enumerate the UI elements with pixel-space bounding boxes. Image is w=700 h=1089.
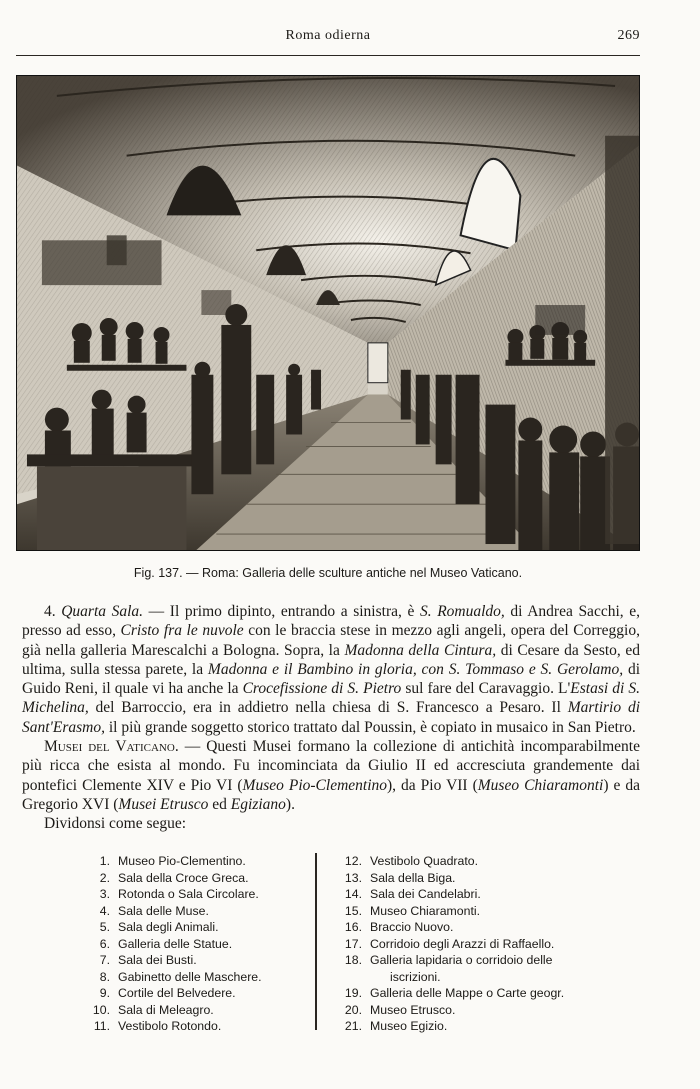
list-item: 17. Corridoio degli Arazzi di Raffaello.	[344, 936, 555, 951]
paragraph-dividonsi: Dividonsi come segue:	[44, 815, 187, 833]
list-item: 3. Rotonda o Sala Circolare.	[99, 887, 259, 901]
list-item: 14. Sala dei Candelabri.	[344, 887, 481, 901]
list-item: 8. Gabinetto delle Maschere.	[99, 969, 262, 984]
list-item: 21. Museo Egizio.	[344, 1019, 448, 1033]
running-header	[16, 28, 640, 50]
gallery-engraving-illustration	[17, 76, 639, 550]
list-item: 10. Sala di Meleagro.	[92, 1002, 214, 1017]
pilaster-right	[605, 136, 639, 544]
list-item: 11. Vestibolo Rotondo.	[93, 1019, 222, 1033]
list-item: 1. Museo Pio-Clementino.	[99, 854, 246, 868]
list-item: 18. Galleria lapidaria o corridoio delle iscrizioni.	[344, 953, 553, 984]
column-divider	[315, 853, 317, 1030]
paragraph-musei-vaticano: Musei del Vaticano. — Questi Musei formano la collezione di antichità incomparabilmente più ricca che esista al mondo. Fu incominciata da Giulio II ed accresciuta grandemente dai pontefici Clemente XIV e Pio VI (Museo Pio-Clementino), da Pio VII (Museo Chiaramonti) e da Gregorio XVI (Musei Etrusco ed Egiziano).	[22, 738, 640, 813]
page-number: 269	[617, 28, 640, 43]
list-item: 4. Sala delle Muse.	[99, 903, 209, 918]
header-rule	[16, 55, 640, 56]
running-title: Roma odierna	[285, 28, 371, 43]
figure-caption: Fig. 137. — Roma: Galleria delle sculture antiche nel Museo Vaticano.	[133, 566, 523, 580]
list-item: 2. Sala della Croce Greca.	[99, 870, 249, 885]
list-item: 7. Sala dei Busti.	[99, 953, 197, 967]
list-item: 5. Sala degli Animali.	[99, 920, 219, 934]
list-item: 6. Galleria delle Statue.	[99, 936, 233, 951]
list-item: 19. Galleria delle Mappe o Carte geogr.	[344, 986, 565, 1000]
list-item: 15. Museo Chiaramonti.	[344, 903, 481, 918]
list-item: 16. Braccio Nuovo.	[344, 920, 454, 934]
list-item: 12. Vestibolo Quadrato.	[344, 854, 479, 868]
museum-list-left	[78, 853, 308, 1035]
list-item: 20. Museo Etrusco.	[344, 1002, 456, 1017]
list-item: 9. Cortile del Belvedere.	[99, 986, 236, 1000]
museum-list-right	[330, 853, 620, 1035]
body-text	[22, 602, 640, 834]
end-doorway	[368, 343, 388, 383]
figure-gallery-engraving	[16, 75, 640, 551]
list-item: 13. Sala della Biga.	[344, 870, 456, 885]
paragraph-quarta-sala: 4. Quarta Sala. — Il primo dipinto, entrando a sinistra, è S. Romualdo, di Andrea Sacchi, e, presso ad esso, Cristo fra le nuvole con le braccia stese in mezzo agli angeli, opera del Correggio, già nella galleria Marescalchi a Bologna. Sopra, la Madonna della Cintura, di Cesare da Sesto, ed ultima, sulla stessa parete, la Madonna e il Bambino in gloria, con S. Tommaso e S. Gerolamo, di Guido Reni, il quale vi ha anche la Crocefissione di S. Pietro sul fare del Caravaggio. L'Estasi di S. Michelina, del Barroccio, era in addietro nella chiesa di S. Francesco a Pesaro. Il Martirio di Sant'Erasmo, il più grande soggetto storico trattato dal Poussin, è copiato in musaico in San Pietro.	[22, 603, 640, 736]
